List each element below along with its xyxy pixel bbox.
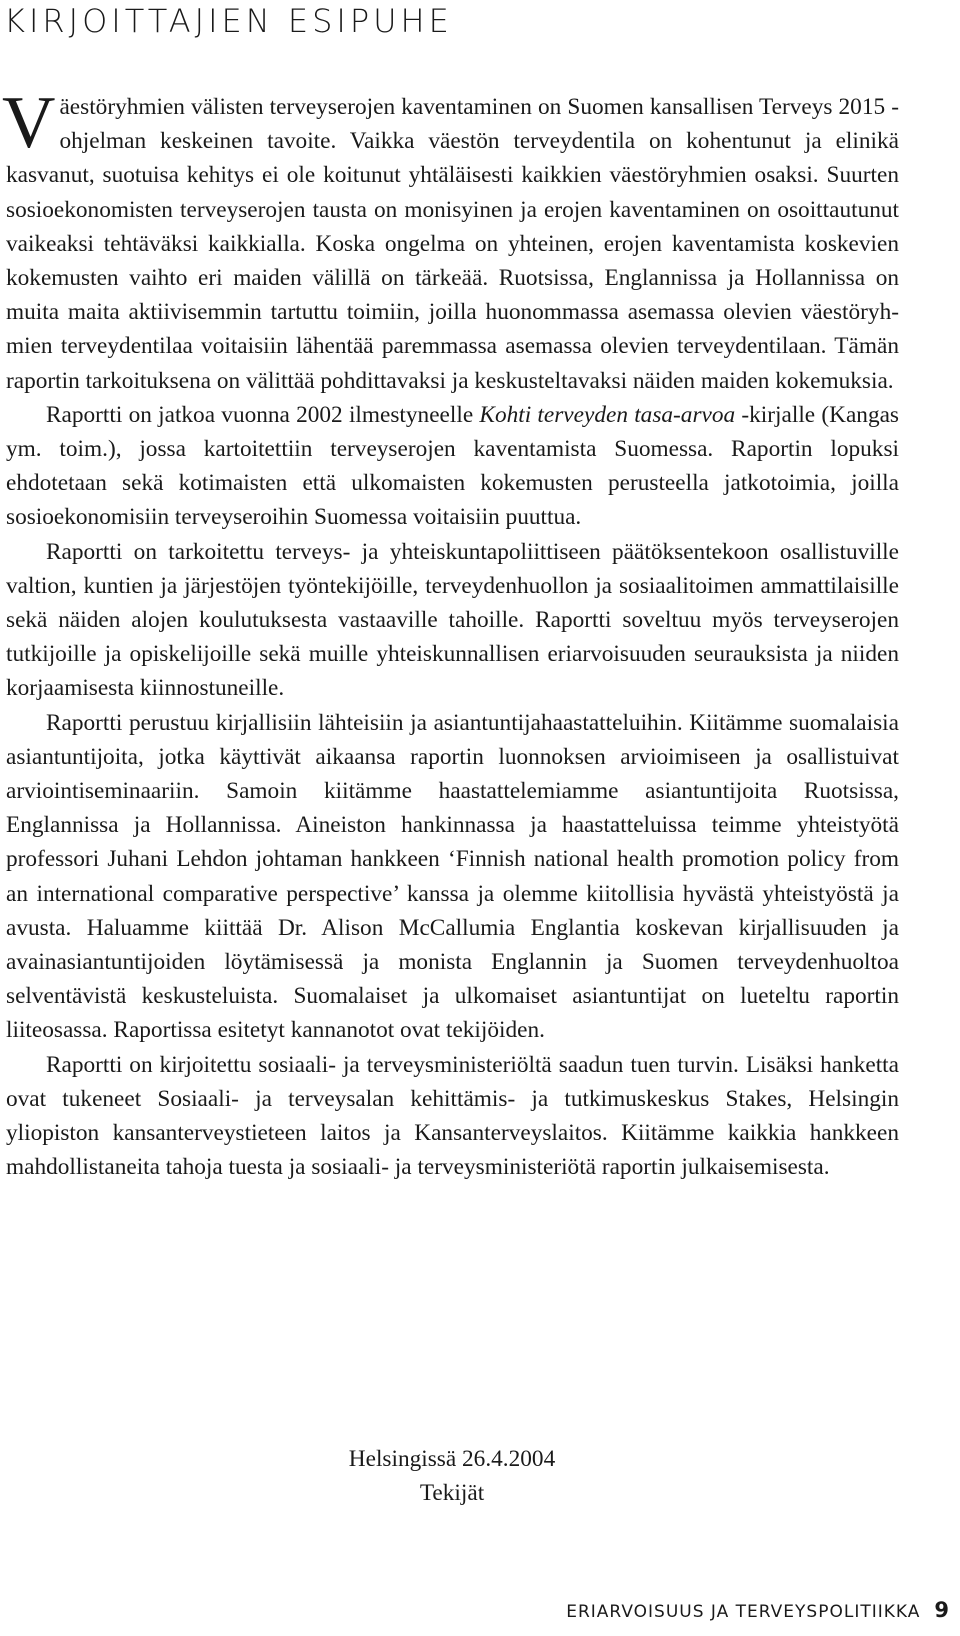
signature-place-date: Helsingissä 26.4.2004 (348, 1446, 556, 1472)
page-heading: KIRJOITTAJIEN ESIPUHE (4, 2, 453, 40)
book-title: Kohti terveyden tasa-arvoa (479, 401, 736, 428)
signature-block (0, 1442, 904, 1510)
paragraph-4: Raportti perustuu kirjallisiin lähteisiin ja asiantuntijahaastatteluihin. Kiitämme suomalaisia asiantuntijoita, jotka käyttivät aikaansa raportin luonnoksen arvioimiseen ja osallistuivat arviointiseminaariin. Samoin kiitämme haastattelemiamme asiantuntijoita Ruotsissa, Englannissa ja Hollannissa. Aineiston hankinnassa ja haastatteluissa teimme yhteistyötä professori Juhani Lehdon johtaman hankkeen ‘Finnish national health promotion policy from an international comparative perspective’ kanssa ja olemme kiitollisia hyvästä yhteistyöstä ja avusta. Haluamme kiittää Dr. Alison McCallumia Englantia koskevan kirjallisuuden ja avainasiantuntijoiden löytämisessä ja monista Englannin ja Suomen terveydenhuoltoa selventävistä keskusteluista. Suomalaiset ja ulkomaiset asiantuntijat on lueteltu raportin liiteosassa. Raportissa esitetyt kannanotot ovat tekijöiden. (6, 709, 899, 1044)
drop-cap: V (2, 82, 56, 164)
paragraph-5: Raportti on kirjoitettu sosiaali- ja terveysministeriöltä saadun tuen turvin. Lisäksi hanketta ovat tukeneet Sosiaali- ja terveysalan kehittämis- ja tutkimuskeskus Stakes, Helsingin yliopiston kansanterveystieteen laitos ja Kansanterveyslaitos. Kiitämme kaikkia hankkeen mahdollistaneita tahoja tuesta ja sosiaali- ja terveysministeriötä raportin julkaisemisesta. (6, 1051, 899, 1181)
paragraph-2-text-after: -kirjalle (Kangas ym. toim.), jossa kartoitettiin terveyserojen kaventamista Suomessa. Raportin lopuksi ehdotetaan sekä kotimaisten että ulkomaisten kokemusten perusteella jatkotoimia, joilla sosioekonomisiin terveyseroihin Suomessa voitaisiin puuttua. (6, 401, 899, 531)
signature-authors: Tekijät (419, 1480, 485, 1507)
paragraph-1-text: äestöryhmien välisten terveyserojen kaventaminen on Suomen kansallisen Terveys 2015 -ohjelman keskeinen tavoite. Vaikka väestön terveydentila on kohentunut ja elinikä kasvanut, suotuisa kehitys ei ole koitunut yhtäläisesti kaikkien väestöryhmien osaksi. Suurten sosioekonomisten terveyserojen tausta on monisyinen ja erojen kaventaminen on osoittautunut vaikeaksi tehtäväksi kaikkialla. Koska ongelma on yhteinen, erojen kaventamista koskevien kokemusten vaihto eri maiden välillä on tärkeää. Ruotsissa, Englannissa ja Hollannissa on muita maita aktiivisemmin tartuttu toimiin, joilla huonommassa asemassa olevien väestöryhmien terveydentilaa voitaisiin lähentää paremmassa asemassa olevien terveydentilaan. Tämän raportin tarkoituksena on välittää pohdittavaksi ja keskusteltavaksi näiden maiden kokemuksia. (6, 94, 899, 394)
running-title: ERIARVOISUUS JA TERVEYSPOLITIIKKA (566, 1602, 921, 1622)
preface-body (2, 82, 899, 1185)
page-number: 9 (934, 1598, 950, 1622)
page-footer (566, 1598, 950, 1622)
paragraph-1 (2, 82, 899, 398)
paragraph-3: Raportti on tarkoitettu terveys- ja yhteiskuntapoliittiseen päätöksentekoon osallistuville valtion, kuntien ja järjestöjen työntekijöille, terveydenhuollon ja sosiaalitoimen ammattilaisille sekä näiden alojen koulutuksesta vastaaville tahoille. Raportti soveltuu myös terveyserojen tutkijoille ja opiskelijoille sekä muille yhteiskunnallisen eriarvoisuuden seurauksista ja niiden korjaamisesta kiinnostuneille. (6, 538, 899, 702)
paragraph-2 (6, 398, 899, 535)
paragraph-2-text-before: Raportti on jatkoa vuonna 2002 ilmestyneelle (46, 401, 480, 428)
